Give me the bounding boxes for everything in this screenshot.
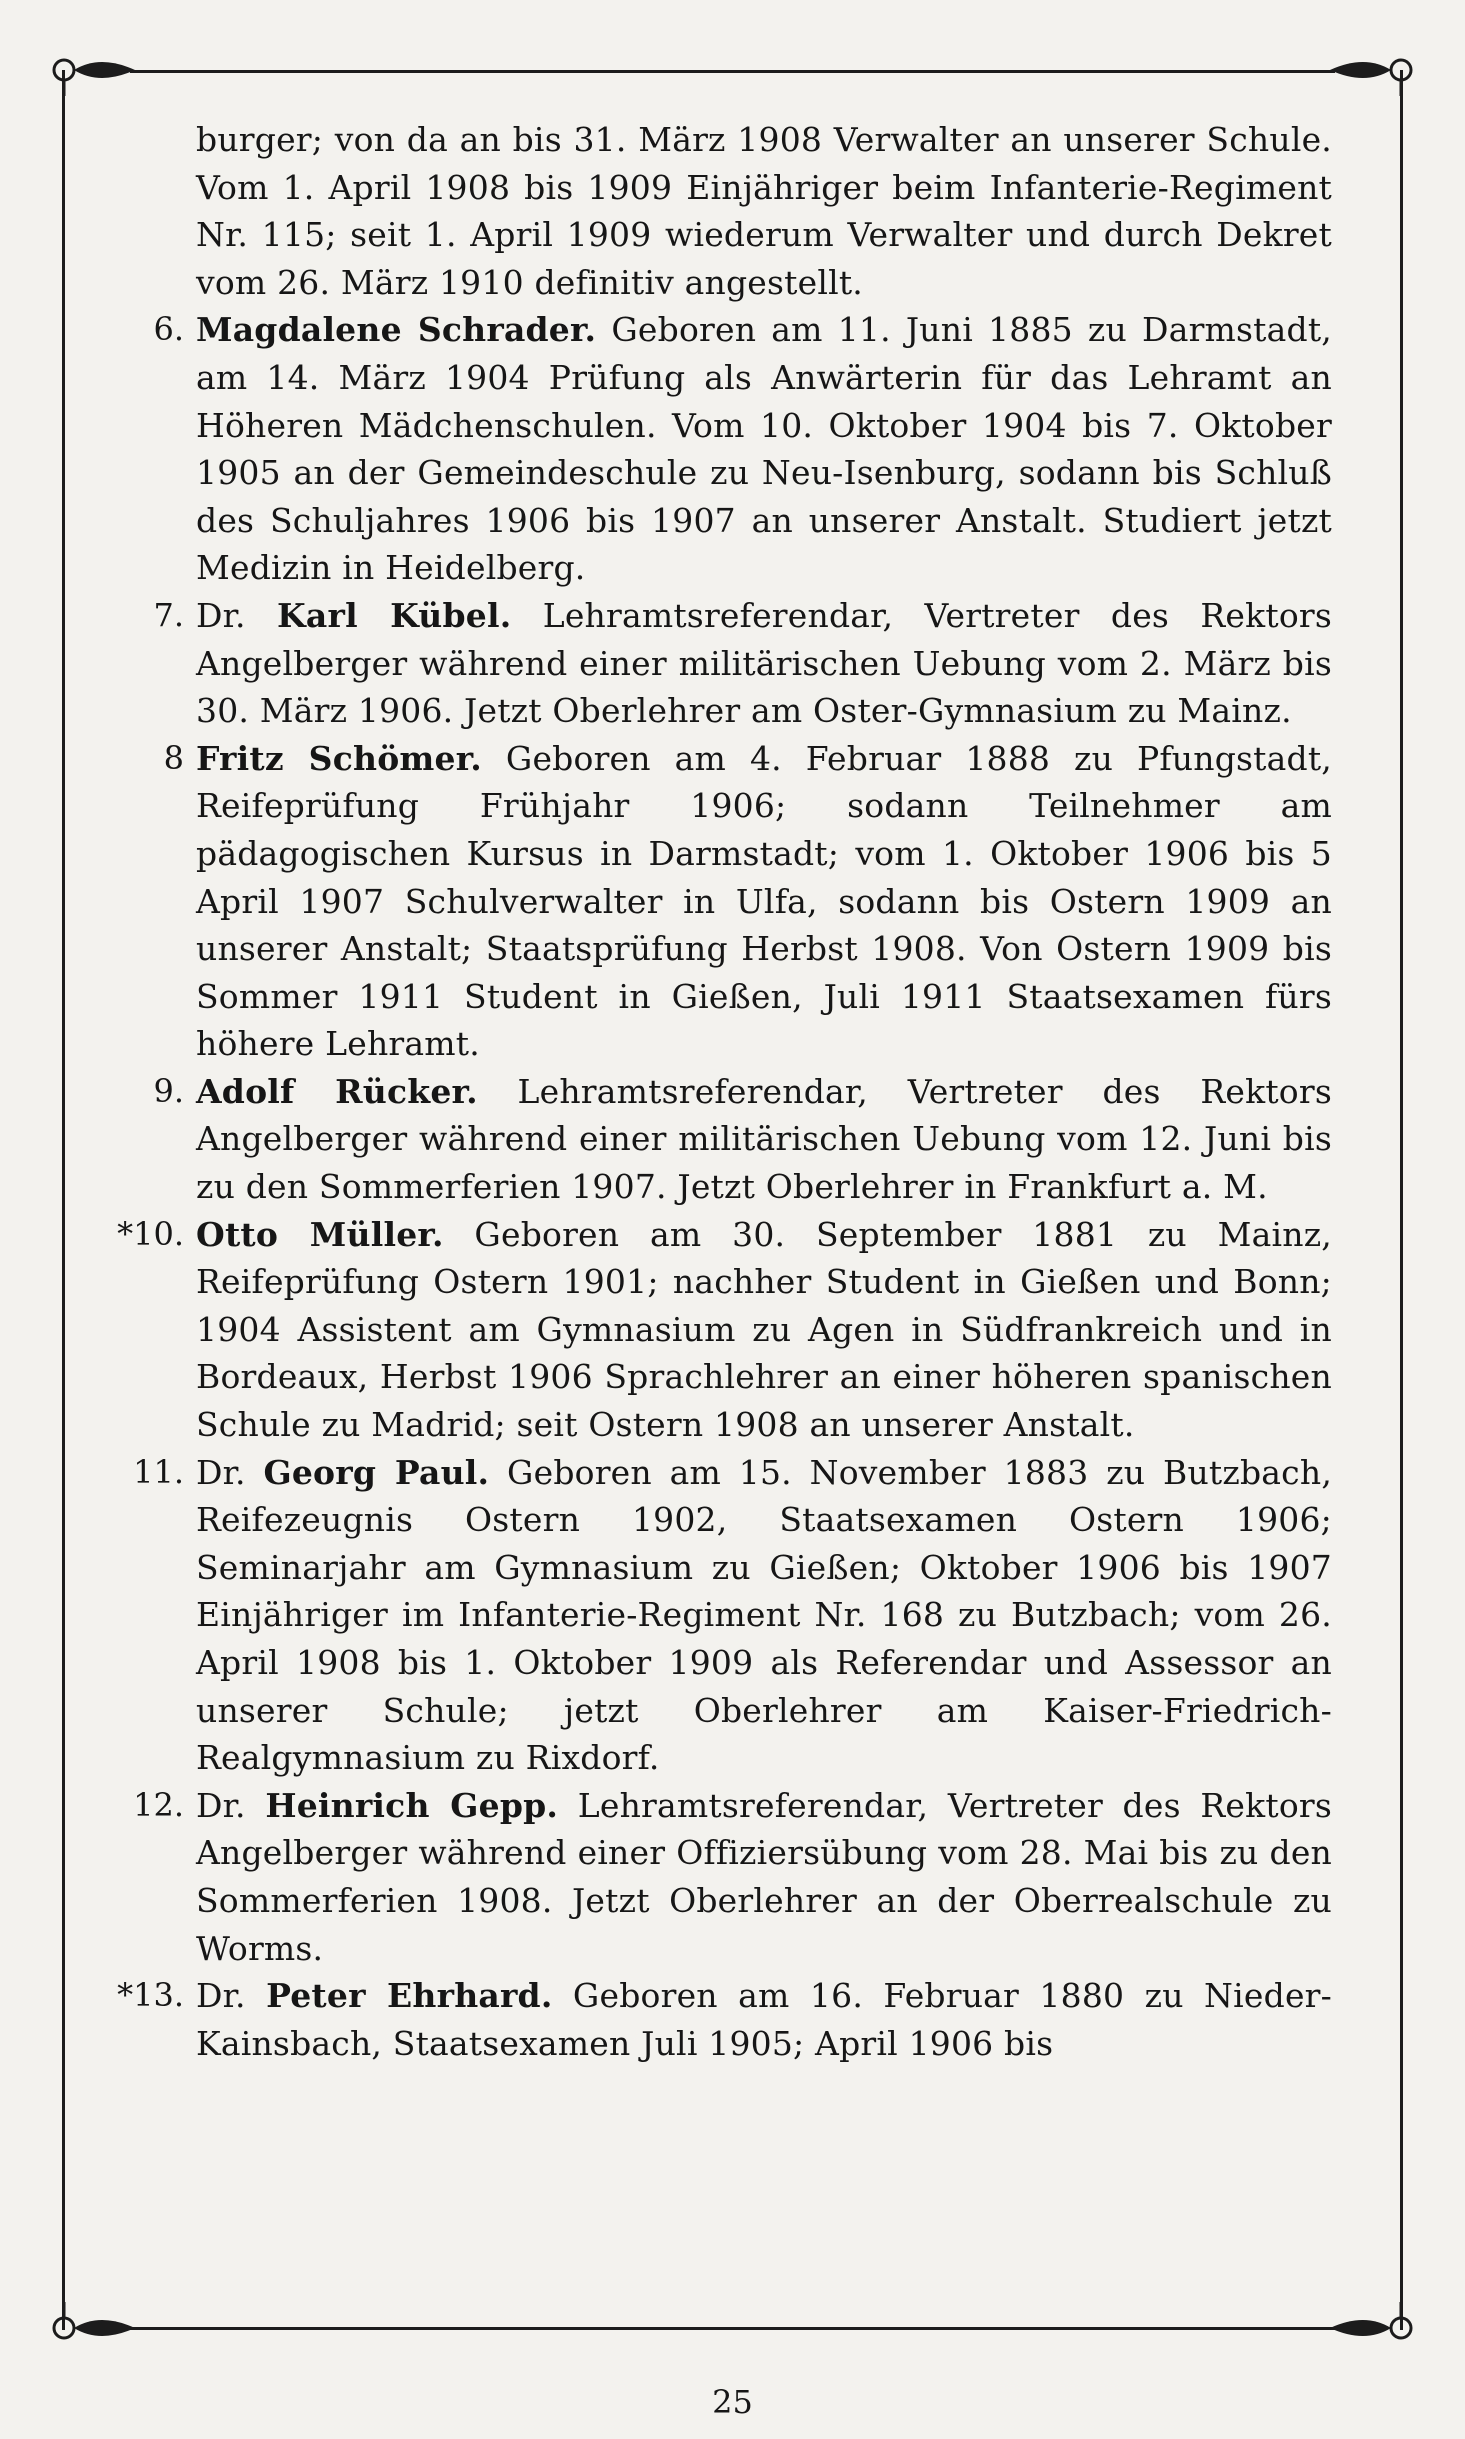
list-item: 11. Dr. Georg Paul. Geboren am 15. November 1883 zu Butzbach, Reifezeugnis Ostern 1902, Staatsexamen Ostern 1906; Seminarjahr am Gymnasium zu Gießen; Oktober 1906 bis 1907 Einjähriger im Infanterie-Regiment Nr. 168 zu Butzbach; vom 26. April 1908 bis 1. Oktober 1909 als Referendar und Assessor an unserer Schule; jetzt Oberlehrer am Kaiser-Friedrich-Realgymnasium zu Rixdorf.: [104, 1449, 1332, 1782]
list-item: [104, 306, 1332, 592]
person-name: Otto Müller.: [196, 1214, 444, 1254]
continued-entry: [104, 116, 1332, 306]
list-item: [104, 1068, 1332, 1211]
person-name: Adolf Rücker.: [196, 1071, 478, 1111]
entry-number: *10.: [117, 1214, 184, 1253]
entry-text: Geboren am 15. November 1883 zu Butzbach, Reifezeugnis Ostern 1902, Staatsexamen Ostern 1906; Seminarjahr am Gymnasium zu Gießen; Oktober 1906 bis 1907 Einjähriger im Infanterie-Regiment Nr. 168 zu Butzbach; vom 26. April 1908 bis 1. Oktober 1909 als Referendar und Assessor an unserer Schule; jetzt Oberlehrer am Kaiser-Friedrich-Realgymnasium zu Rixdorf.: [196, 1452, 1333, 1778]
entry-text: Lehramtsreferendar, Vertreter des Rektors Angelberger während einer militärischen Uebung vom 2. März bis 30. März 1906. Jetzt Oberlehrer am Oster-Gymnasium zu Mainz.: [196, 595, 1332, 731]
person-name: Magdalene Schrader.: [196, 310, 597, 350]
corner-ornament-top-left-icon: [40, 48, 140, 98]
entry-text: Lehramtsreferendar, Vertreter des Rektors Angelberger während einer militärischen Uebung vom 12. Juni bis zu den Sommerferien 1907. Jetzt Oberlehrer in Frankfurt a. M.: [196, 1071, 1332, 1207]
entry-number: 12.: [133, 1785, 184, 1824]
list-item: [104, 1211, 1332, 1449]
entry-text: Geboren am 30. September 1881 zu Mainz, Reifeprüfung Ostern 1901; nachher Student in Gießen und Bonn; 1904 Assistent am Gymnasium zu Agen in Südfrankreich und in Bordeaux, Herbst 1906 Sprachlehrer an einer höheren spanischen Schule zu Madrid; seit Ostern 1908 an unserer Anstalt.: [196, 1214, 1332, 1445]
person-name: Heinrich Gepp.: [265, 1785, 559, 1825]
entry-number: 8: [163, 738, 184, 777]
page-text: [104, 116, 1332, 2067]
entry-number: 7.: [153, 595, 184, 634]
entry-text: Geboren am 4. Februar 1888 zu Pfungstadt, Reifeprüfung Frühjahr 1906; sodann Teilnehmer am pädagogischen Kursus in Darmstadt; vom 1. Oktober 1906 bis 5 April 1907 Schulverwalter in Ulfa, sodann bis Ostern 1909 an unserer Anstalt; Staatsprüfung Herbst 1908. Von Ostern 1909 bis Sommer 1911 Student in Gießen, Juli 1911 Staatsexamen fürs höhere Lehramt.: [196, 738, 1332, 1064]
person-name: Peter Ehrhard.: [266, 1976, 553, 2016]
corner-ornament-top-right-icon: [1325, 48, 1425, 98]
entry-number: 6.: [153, 310, 184, 349]
entry-number: 11.: [133, 1452, 184, 1491]
bottom-rule: [130, 2327, 1335, 2330]
page-number: 25: [712, 2383, 753, 2421]
entry-number: 9.: [153, 1071, 184, 1110]
list-item: [104, 735, 1332, 1068]
corner-ornament-bottom-right-icon: [1325, 2300, 1425, 2355]
person-name: Georg Paul.: [263, 1452, 490, 1492]
entry-text: burger; von da an bis 31. März 1908 Verwalter an unserer Schule. Vom 1. April 1908 bis 1909 Einjähriger beim Infanterie-Regiment Nr. 115; seit 1. April 1909 wiederum Verwalter und durch Dekret vom 26. März 1910 definitiv angestellt.: [196, 120, 1332, 302]
entry-text: Geboren am 11. Juni 1885 zu Darmstadt, am 14. März 1904 Prüfung als Anwärterin für das Lehramt an Höheren Mädchenschulen. Vom 10. Oktober 1904 bis 7. Oktober 1905 an der Gemeindeschule zu Neu-Isenburg, sodann bis Schluß des Schuljahres 1906 bis 1907 an unserer Anstalt. Studiert jetzt Medizin in Heidelberg.: [196, 310, 1332, 588]
entry-text: Geboren am 16. Februar 1880 zu Nieder-Kainsbach, Staatsexamen Juli 1905; April 1906 bis: [196, 1976, 1332, 2063]
top-rule: [130, 70, 1335, 73]
entry-text: Lehramtsreferendar, Vertreter des Rektors Angelberger während einer Offiziersübung vom 28. Mai bis zu den Sommerferien 1908. Jetzt Oberlehrer an der Oberrealschule zu Worms.: [196, 1785, 1333, 1968]
person-name: Fritz Schömer.: [196, 738, 482, 778]
entry-number: *13.: [117, 1976, 184, 2015]
person-name: Karl Kübel.: [277, 595, 512, 635]
list-item: 12. Dr. Heinrich Gepp. Lehramtsreferendar, Vertreter des Rektors Angelberger während einer Offiziersübung vom 28. Mai bis zu den Sommerferien 1908. Jetzt Oberlehrer an der Oberrealschule zu Worms.: [104, 1782, 1332, 1972]
list-item: 7. Dr. Karl Kübel. Lehramtsreferendar, Vertreter des Rektors Angelberger während einer militärischen Uebung vom 2. März bis 30. März 1906. Jetzt Oberlehrer am Oster-Gymnasium zu Mainz.: [104, 592, 1332, 735]
corner-ornament-bottom-left-icon: [40, 2300, 140, 2355]
list-item: *13. Dr. Peter Ehrhard. Geboren am 16. Februar 1880 zu Nieder-Kainsbach, Staatsexamen Juli 1905; April 1906 bis: [104, 1972, 1332, 2067]
